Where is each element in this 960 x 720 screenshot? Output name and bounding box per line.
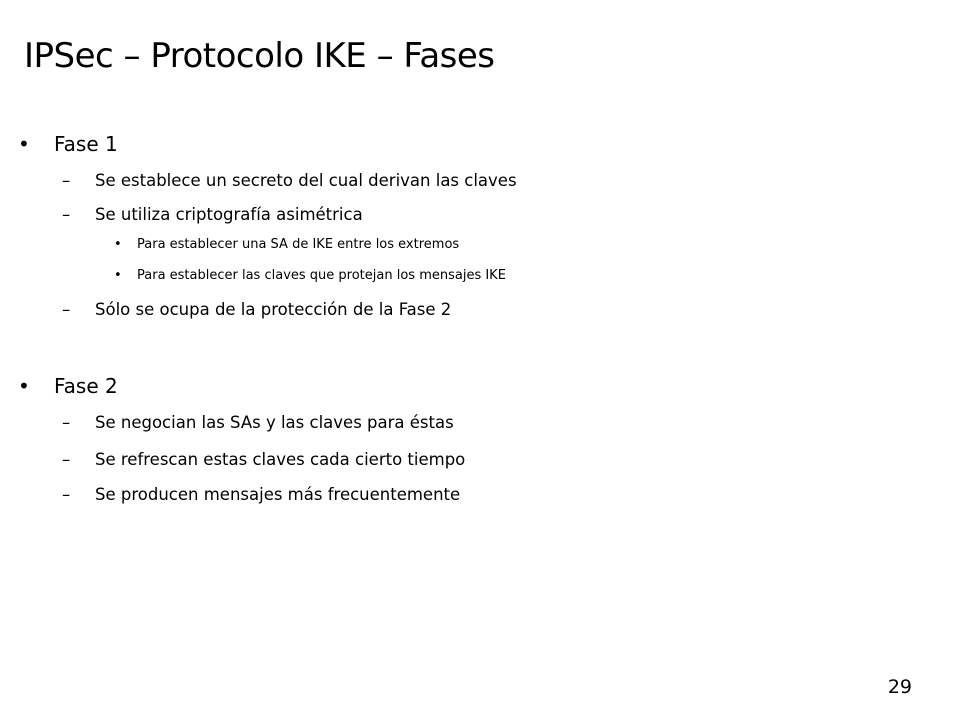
- bullet-fase-1: Fase 1: [54, 132, 118, 156]
- bullet-fase-2: Fase 2: [54, 374, 118, 398]
- small-bullet-marker: •: [114, 268, 122, 283]
- dash-marker: –: [62, 205, 71, 224]
- dash-marker: –: [62, 485, 71, 504]
- sub-bullet: Se establece un secreto del cual derivan las claves: [95, 171, 517, 190]
- bullet-marker: •: [18, 374, 30, 398]
- sub-sub-bullet: Para establecer una SA de IKE entre los extremos: [137, 237, 460, 252]
- sub-bullet: Sólo se ocupa de la protección de la Fase 2: [95, 300, 452, 319]
- dash-marker: –: [62, 171, 71, 190]
- sub-bullet: Se refrescan estas claves cada cierto tiempo: [95, 450, 466, 469]
- small-bullet-marker: •: [114, 237, 122, 252]
- bullet-marker: •: [18, 132, 30, 156]
- sub-bullet: Se utiliza criptografía asimétrica: [95, 205, 363, 224]
- sub-sub-bullet: Para establecer las claves que protejan los mensajes IKE: [137, 268, 506, 283]
- dash-marker: –: [62, 450, 71, 469]
- dash-marker: –: [62, 300, 71, 319]
- sub-bullet: Se negocian las SAs y las claves para éstas: [95, 413, 454, 432]
- dash-marker: –: [62, 413, 71, 432]
- sub-bullet: Se producen mensajes más frecuentemente: [95, 485, 461, 504]
- slide-title: IPSec – Protocolo IKE – Fases: [24, 36, 495, 76]
- page-number: 29: [887, 676, 912, 698]
